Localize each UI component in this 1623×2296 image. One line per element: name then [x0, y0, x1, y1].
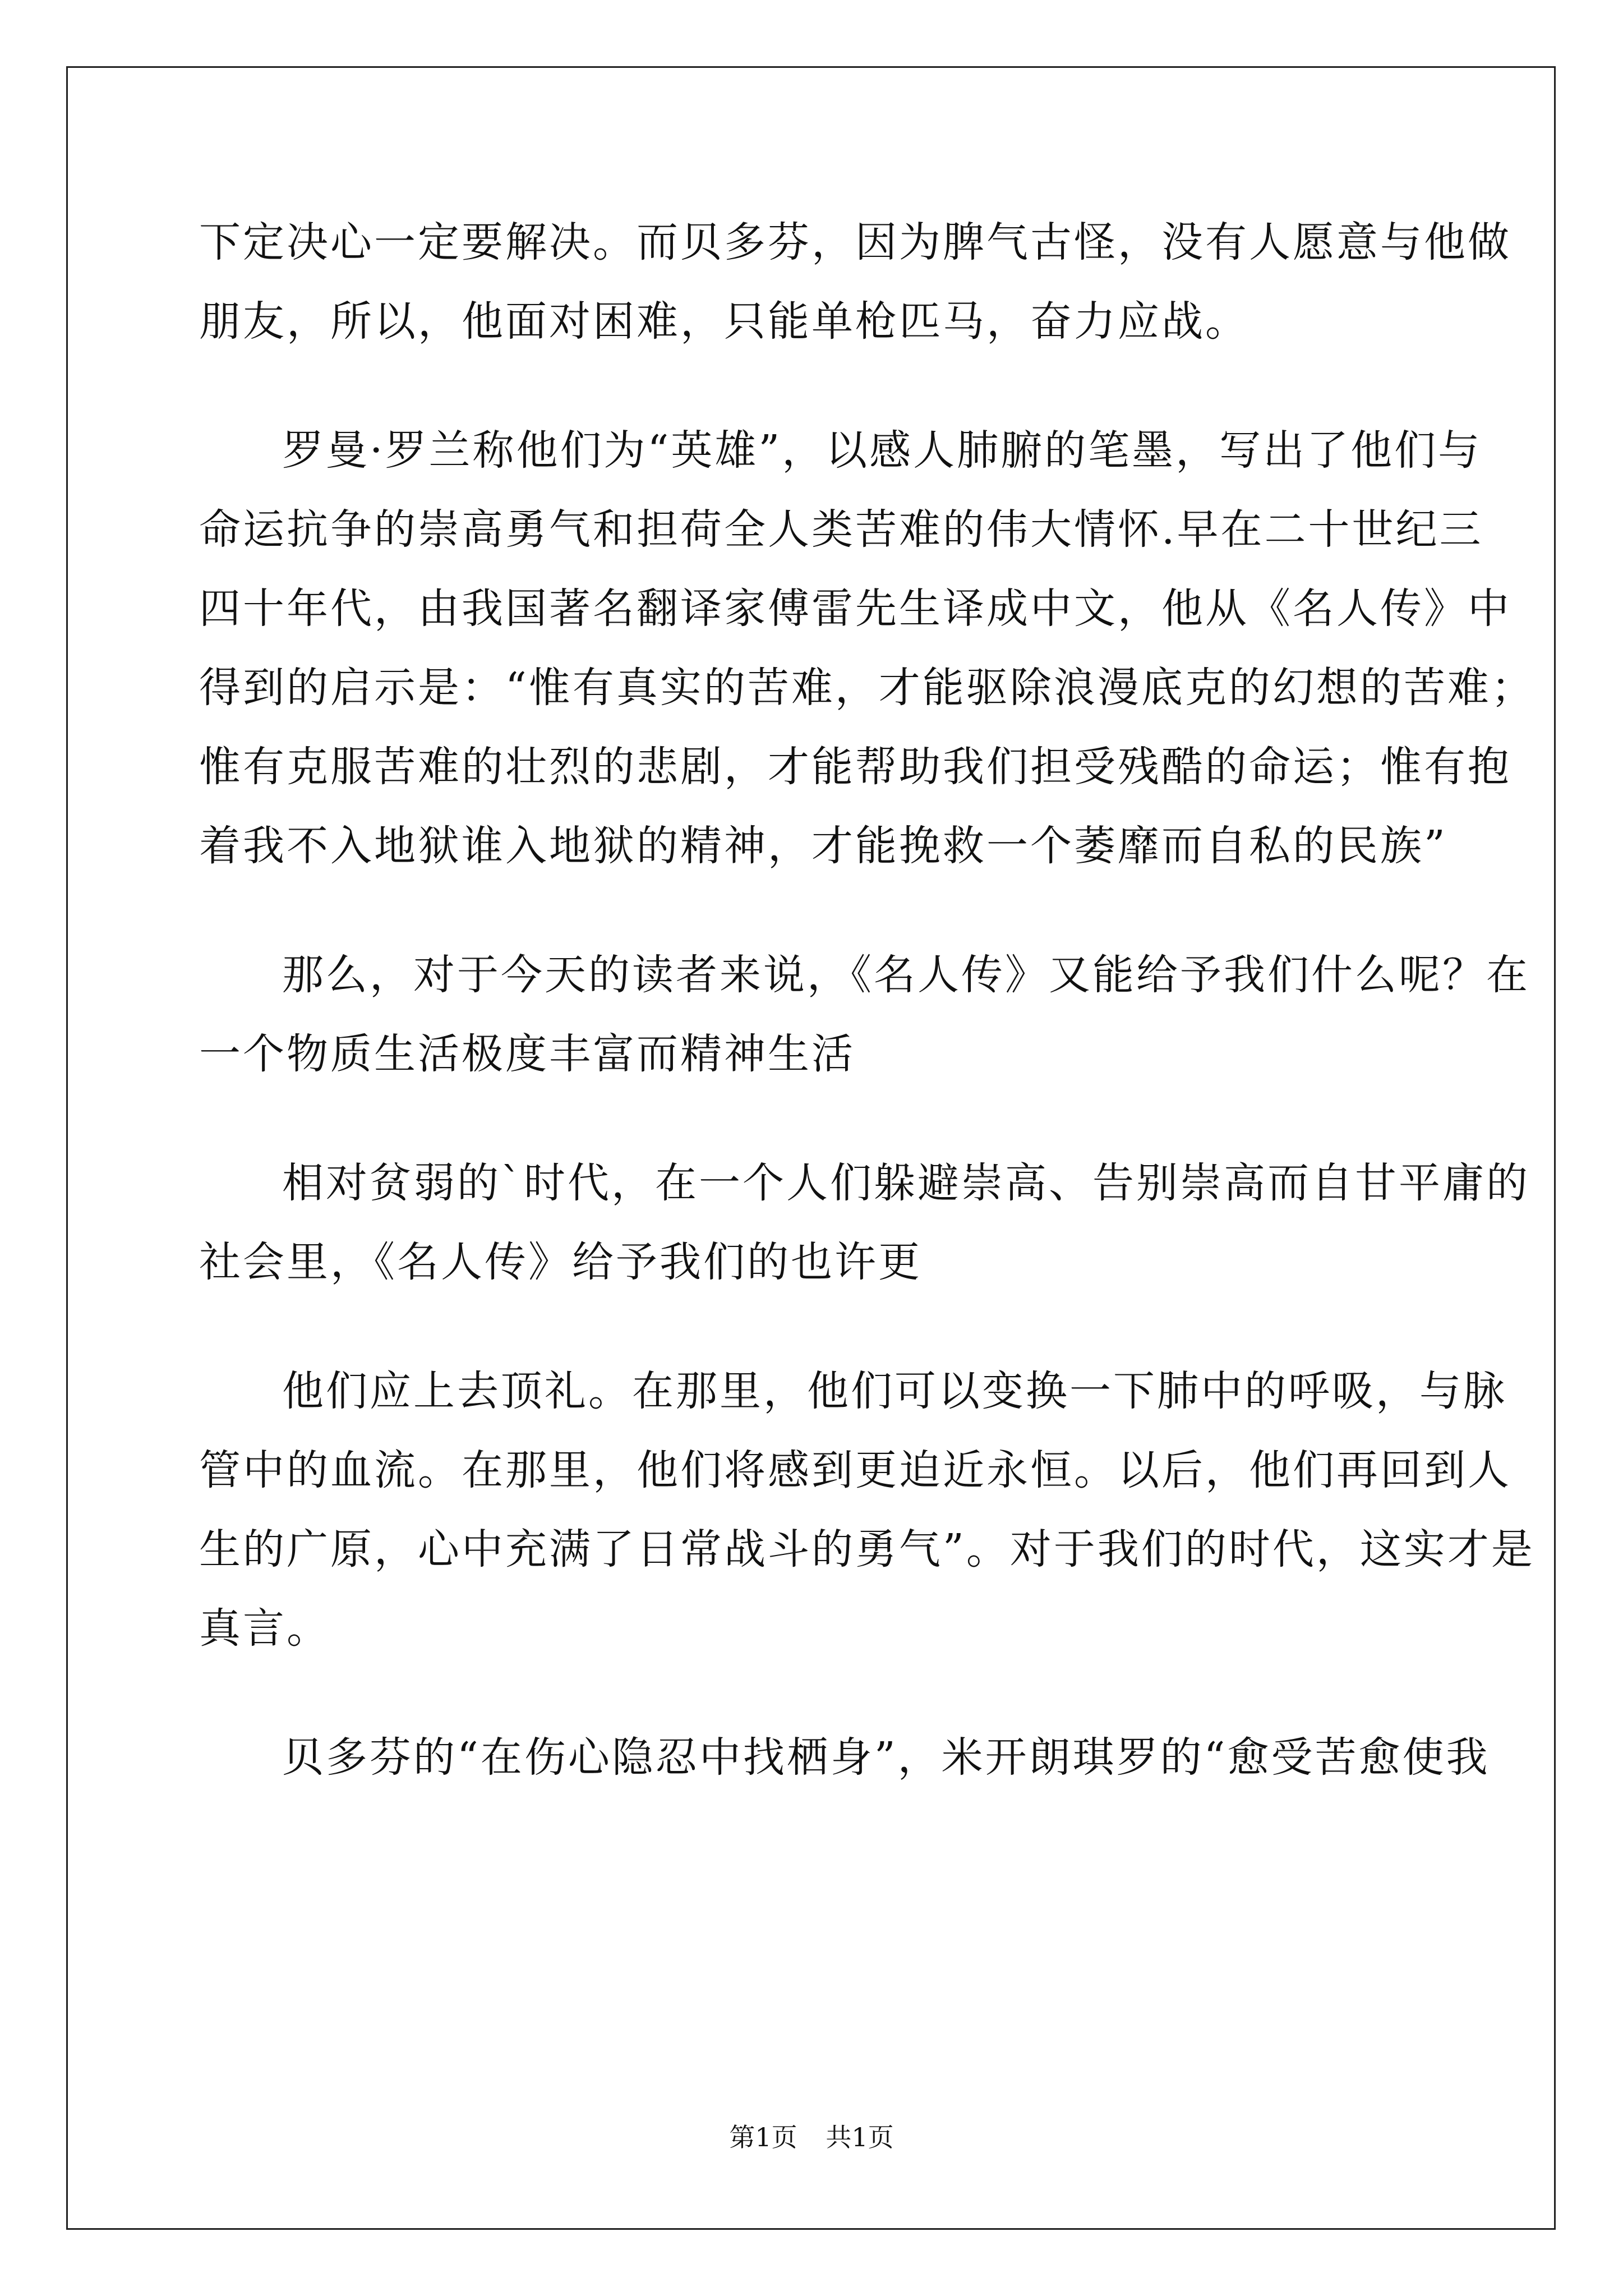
page-number: 第1页	[729, 2122, 797, 2152]
page-total: 共1页	[826, 2122, 894, 2152]
page-footer	[0, 2120, 1623, 2154]
text-line: 他们应上去顶礼。在那里，他们可以变换一下肺中的呼吸，与脉	[282, 1367, 1507, 1415]
text-line: 生的广原，心中充满了日常战斗的勇气”。对于我们的时代，这实才是	[199, 1525, 1535, 1573]
text-line: 罗曼·罗兰称他们为“英雄”，以感人肺腑的笔墨，写出了他们与	[282, 426, 1482, 475]
text-line: 命运抗争的崇高勇气和担荷全人类苦难的伟大情怀.早在二十世纪三	[199, 505, 1483, 554]
text-line: 着我不入地狱谁入地狱的精神，才能挽救一个萎靡而自私的民族”	[199, 822, 1447, 870]
text-line: 相对贫弱的`时代，在一个人们躲避崇高、告别崇高而自甘平庸的	[282, 1159, 1530, 1207]
text-line: 社会里，《名人传》给予我们的也许更	[199, 1238, 922, 1286]
text-line: 真言。	[199, 1604, 330, 1653]
text-line: 管中的血流。在那里，他们将感到更迫近永恒。以后，他们再回到人	[199, 1446, 1511, 1494]
text-line: 一个物质生活极度丰富而精神生活	[199, 1030, 855, 1078]
text-line: 四十年代，由我国著名翻译家傅雷先生译成中文，他从《名人传》中	[199, 585, 1511, 633]
text-line: 朋友，所以，他面对困难，只能单枪匹马，奋力应战。	[199, 297, 1249, 346]
page-border	[66, 66, 1556, 2230]
text-line: 那么，对于今天的读者来说，《名人传》又能给予我们什么呢？在	[282, 951, 1530, 999]
text-line: 惟有克服苦难的壮烈的悲剧，才能帮助我们担受残酷的命运；惟有抱	[199, 743, 1511, 791]
text-line: 下定决心一定要解决。而贝多芬，因为脾气古怪，没有人愿意与他做	[199, 218, 1511, 266]
text-line: 得到的启示是：“惟有真实的苦难，才能驱除浪漫底克的幻想的苦难；	[199, 664, 1535, 712]
text-line: 贝多芬的“在伤心隐忍中找栖身”，米开朗琪罗的“愈受苦愈使我	[282, 1733, 1490, 1782]
